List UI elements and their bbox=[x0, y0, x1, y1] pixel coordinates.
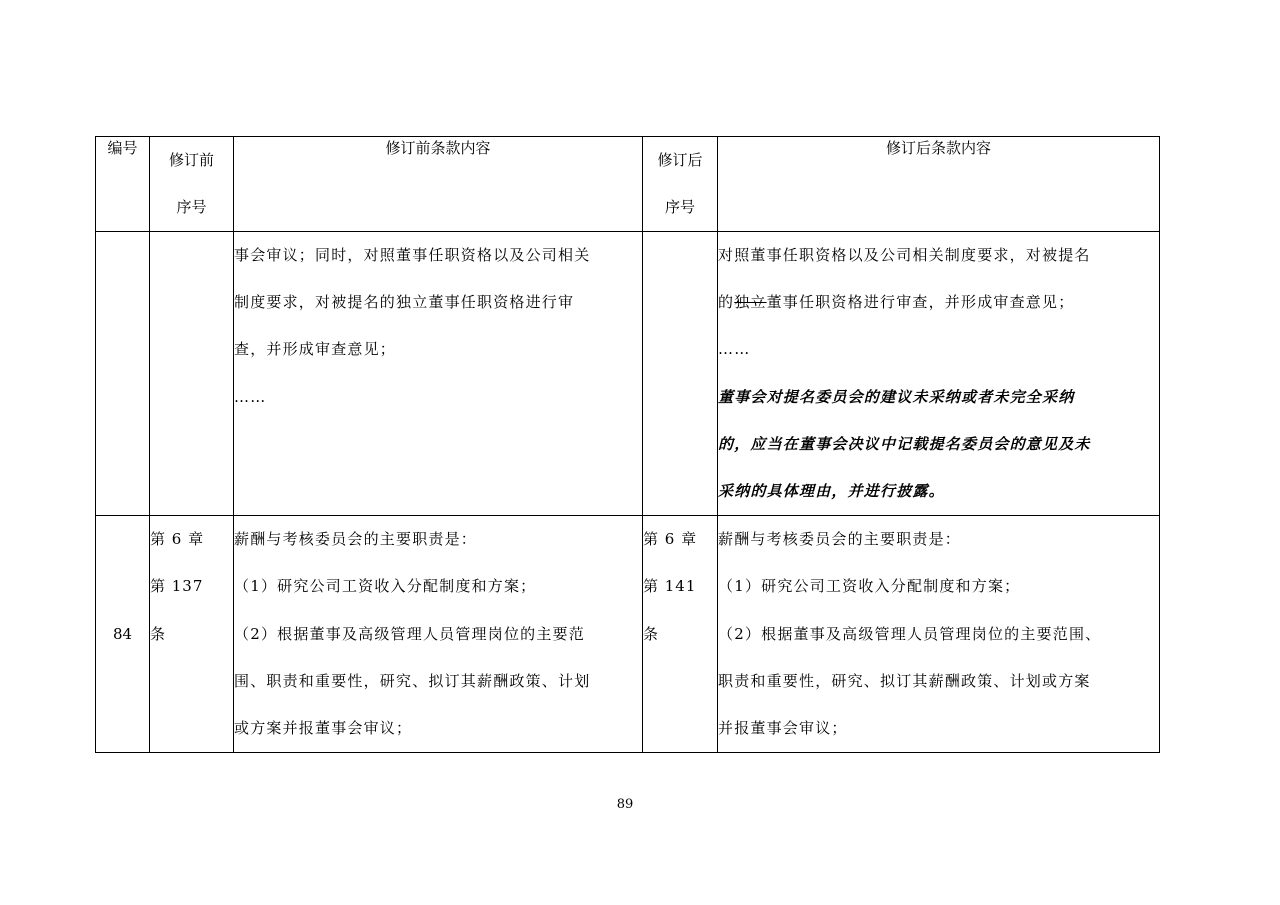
table-header-row bbox=[96, 137, 1160, 232]
page-number: 89 bbox=[616, 797, 634, 812]
after-seq-cell: 第 6 章 第 141 条 bbox=[643, 516, 718, 753]
table-row bbox=[96, 232, 1160, 516]
row-number-cell bbox=[96, 232, 150, 516]
before-content-cell: 薪酬与考核委员会的主要职责是： （1）研究公司工资收入分配制度和方案； （2）根据董事及高级管理人员管理岗位的主要范 围、职责和重要性，研究、拟订其薪酬政策、计划 或方案并报董事会审议； bbox=[234, 516, 643, 753]
header-before-content: 修订前条款内容 bbox=[234, 137, 643, 232]
row-number-cell: 84 bbox=[96, 516, 150, 753]
after-content-cell: 薪酬与考核委员会的主要职责是： （1）研究公司工资收入分配制度和方案； （2）根据董事及高级管理人员管理岗位的主要范围、 职责和重要性，研究、拟订其薪酬政策、计划或方案 并报董事会审议； bbox=[718, 516, 1160, 753]
added-text: 董事会对提名委员会的建议未采纳或者未完全采纳 bbox=[718, 387, 1075, 406]
added-text: 采纳的具体理由，并进行披露。 bbox=[718, 482, 945, 501]
header-after-content: 修订后条款内容 bbox=[718, 137, 1160, 232]
header-number: 编号 bbox=[96, 137, 150, 232]
before-seq-cell bbox=[150, 232, 234, 516]
header-before-seq: 修订前 序号 bbox=[150, 137, 234, 232]
revision-table bbox=[95, 136, 1160, 753]
before-seq-cell: 第 6 章 第 137 条 bbox=[150, 516, 234, 753]
before-content-cell: 事会审议；同时，对照董事任职资格以及公司相关 制度要求，对被提名的独立董事任职资格进行审 查，并形成审查意见； …… bbox=[234, 232, 643, 516]
added-text: 的，应当在董事会决议中记载提名委员会的意见及未 bbox=[718, 434, 1091, 453]
table-row bbox=[96, 516, 1160, 753]
deleted-text: 独立 bbox=[734, 293, 767, 312]
header-after-seq: 修订后 序号 bbox=[643, 137, 718, 232]
after-seq-cell bbox=[643, 232, 718, 516]
after-content-cell: 对照董事任职资格以及公司相关制度要求，对被提名 的独立董事任职资格进行审查，并形成审查意见； …… 董事会对提名委员会的建议未采纳或者未完全采纳 的，应当在董事会决议中记载提名委员会的意见及未 采纳的具体理由，并进行披露。 bbox=[718, 232, 1160, 516]
